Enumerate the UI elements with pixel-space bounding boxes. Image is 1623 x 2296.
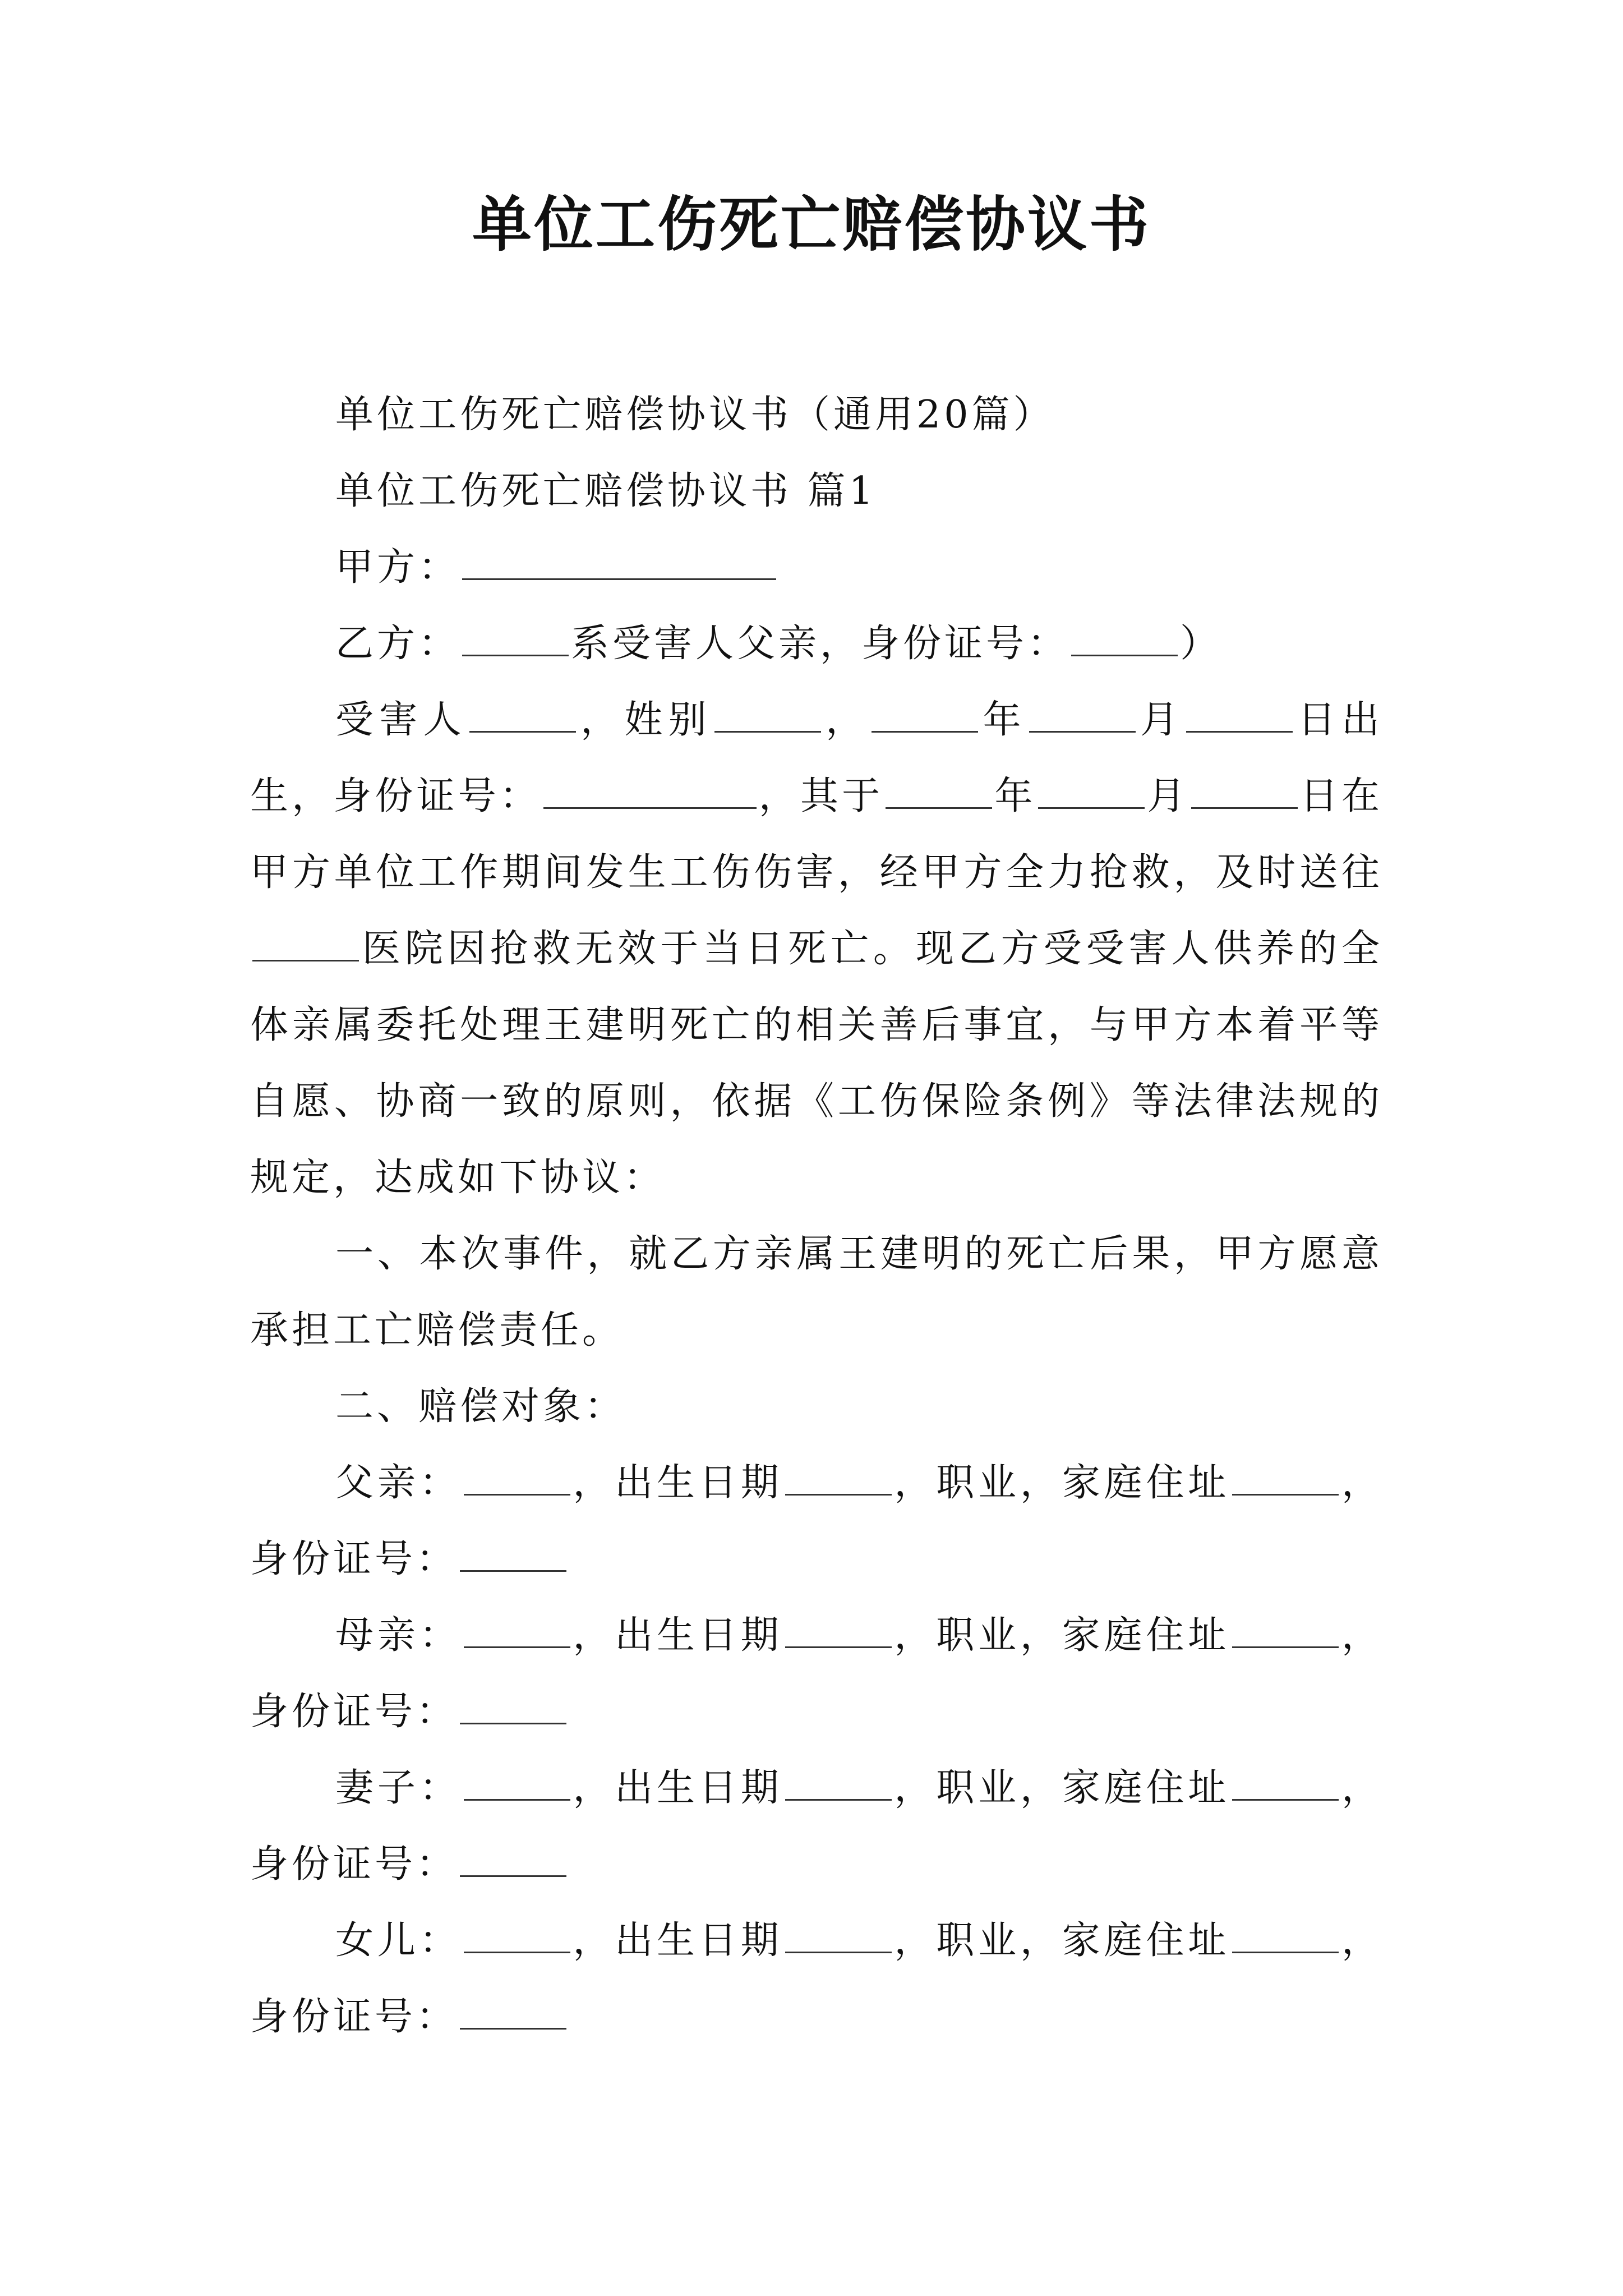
birth-day-blank xyxy=(1186,698,1293,733)
party-a-label: 甲方： xyxy=(335,545,460,590)
beneficiary-address-blank xyxy=(1232,1919,1339,1953)
beneficiary-birth-blank xyxy=(785,1461,892,1496)
victim-text-3: ， xyxy=(823,698,870,742)
beneficiary-comma: ， xyxy=(1341,1461,1383,1505)
beneficiary-wife xyxy=(250,1750,1383,1903)
beneficiary-address-blank xyxy=(1232,1461,1339,1496)
beneficiary-name-blank xyxy=(464,1614,570,1648)
party-b-id-blank xyxy=(1071,622,1178,656)
victim-id-blank xyxy=(543,775,757,809)
beneficiary-id-blank xyxy=(460,1843,566,1877)
beneficiary-id-blank xyxy=(460,1538,566,1572)
hospital-blank xyxy=(252,927,359,961)
beneficiary-id-label: 身份证号： xyxy=(250,1842,458,1887)
beneficiary-father xyxy=(250,1445,1383,1598)
birth-year-blank xyxy=(872,698,978,733)
party-b-relation: 系受害人父亲，身份证号： xyxy=(571,622,1069,666)
beneficiary-birth-label: ，出生日期 xyxy=(572,1918,783,1963)
incident-year-blank xyxy=(886,775,992,809)
beneficiary-birth-label: ，出生日期 xyxy=(572,1461,783,1505)
beneficiary-daughter xyxy=(250,1903,1383,2055)
beneficiary-job-label: ，职业，家庭住址 xyxy=(893,1766,1230,1810)
beneficiary-birth-blank xyxy=(785,1614,892,1648)
beneficiary-birth-blank xyxy=(785,1766,892,1801)
beneficiary-relation: 母亲： xyxy=(335,1613,462,1658)
beneficiary-birth-label: ，出生日期 xyxy=(572,1613,783,1658)
beneficiary-job-label: ，职业，家庭住址 xyxy=(893,1918,1230,1963)
victim-text-1: 受害人 xyxy=(335,698,467,742)
beneficiary-comma: ， xyxy=(1341,1766,1383,1810)
beneficiary-comma: ， xyxy=(1341,1613,1383,1658)
beneficiary-address-blank xyxy=(1232,1766,1339,1801)
beneficiary-mother xyxy=(250,1598,1383,1750)
victim-text-4: 年 xyxy=(980,698,1027,742)
beneficiary-address-blank xyxy=(1232,1614,1339,1648)
victim-text-7: ，其于 xyxy=(758,774,884,818)
beneficiary-id-label: 身份证号： xyxy=(250,1995,458,2039)
document-subtitle: 单位工伤死亡赔偿协议书（通用20篇） xyxy=(335,393,1055,437)
party-b-name-blank xyxy=(462,622,569,656)
party-a-line xyxy=(250,530,1383,606)
party-a-blank xyxy=(462,546,776,580)
clause-one: 一、本次事件，就乙方亲属王建明的死亡后果，甲方愿意承担工亡赔偿责任。 xyxy=(250,1232,1383,1352)
beneficiary-job-label: ，职业，家庭住址 xyxy=(893,1461,1230,1505)
document-title: 单位工伤死亡赔偿协议书 xyxy=(472,189,1151,259)
beneficiary-birth-blank xyxy=(785,1919,892,1953)
victim-text-9: 月 xyxy=(1147,774,1189,818)
beneficiary-comma: ， xyxy=(1341,1918,1383,1963)
section-heading: 单位工伤死亡赔偿协议书 篇1 xyxy=(335,469,877,513)
incident-month-blank xyxy=(1038,775,1145,809)
victim-name-blank xyxy=(469,698,576,733)
beneficiary-name-blank xyxy=(464,1461,570,1496)
victim-text-2: ，姓别 xyxy=(578,698,712,742)
victim-text-5: 月 xyxy=(1137,698,1184,742)
victim-gender-blank xyxy=(714,698,821,733)
victim-text-10: 日在甲方单位工作期间发生工伤伤害，经甲方全力抢救，及时送往 xyxy=(250,774,1383,895)
beneficiary-name-blank xyxy=(464,1919,570,1953)
clause-two-heading: 二、赔偿对象： xyxy=(335,1384,626,1429)
document-body xyxy=(250,377,1383,2055)
beneficiary-relation: 妻子： xyxy=(335,1766,462,1810)
incident-day-blank xyxy=(1191,775,1298,809)
party-b-close: ） xyxy=(1180,622,1222,666)
beneficiary-relation: 父亲： xyxy=(335,1461,462,1505)
party-b-label: 乙方： xyxy=(335,622,460,666)
party-b-line xyxy=(250,606,1383,682)
beneficiary-birth-label: ，出生日期 xyxy=(572,1766,783,1810)
victim-text-11: 医院因抢救无效于当日死亡。现乙方受受害人供养的全体亲属委托处理王建明死亡的相关善后事宜，与甲方本着平等自愿、协商一致的原则，依据《工伤保险条例》等法律法规的规定，达成如下协议： xyxy=(250,927,1383,1200)
beneficiary-relation: 女儿： xyxy=(335,1918,462,1963)
beneficiary-job-label: ，职业，家庭住址 xyxy=(893,1613,1230,1658)
beneficiary-id-label: 身份证号： xyxy=(250,1537,458,1581)
beneficiary-id-blank xyxy=(460,1995,566,2030)
victim-paragraph xyxy=(250,682,1383,1216)
victim-text-6: 日出生，身份证号： xyxy=(250,698,1383,818)
victim-text-8: 年 xyxy=(994,774,1036,818)
beneficiary-id-blank xyxy=(460,1690,566,1724)
beneficiary-id-label: 身份证号： xyxy=(250,1690,458,1734)
beneficiary-name-blank xyxy=(464,1766,570,1801)
birth-month-blank xyxy=(1029,698,1136,733)
